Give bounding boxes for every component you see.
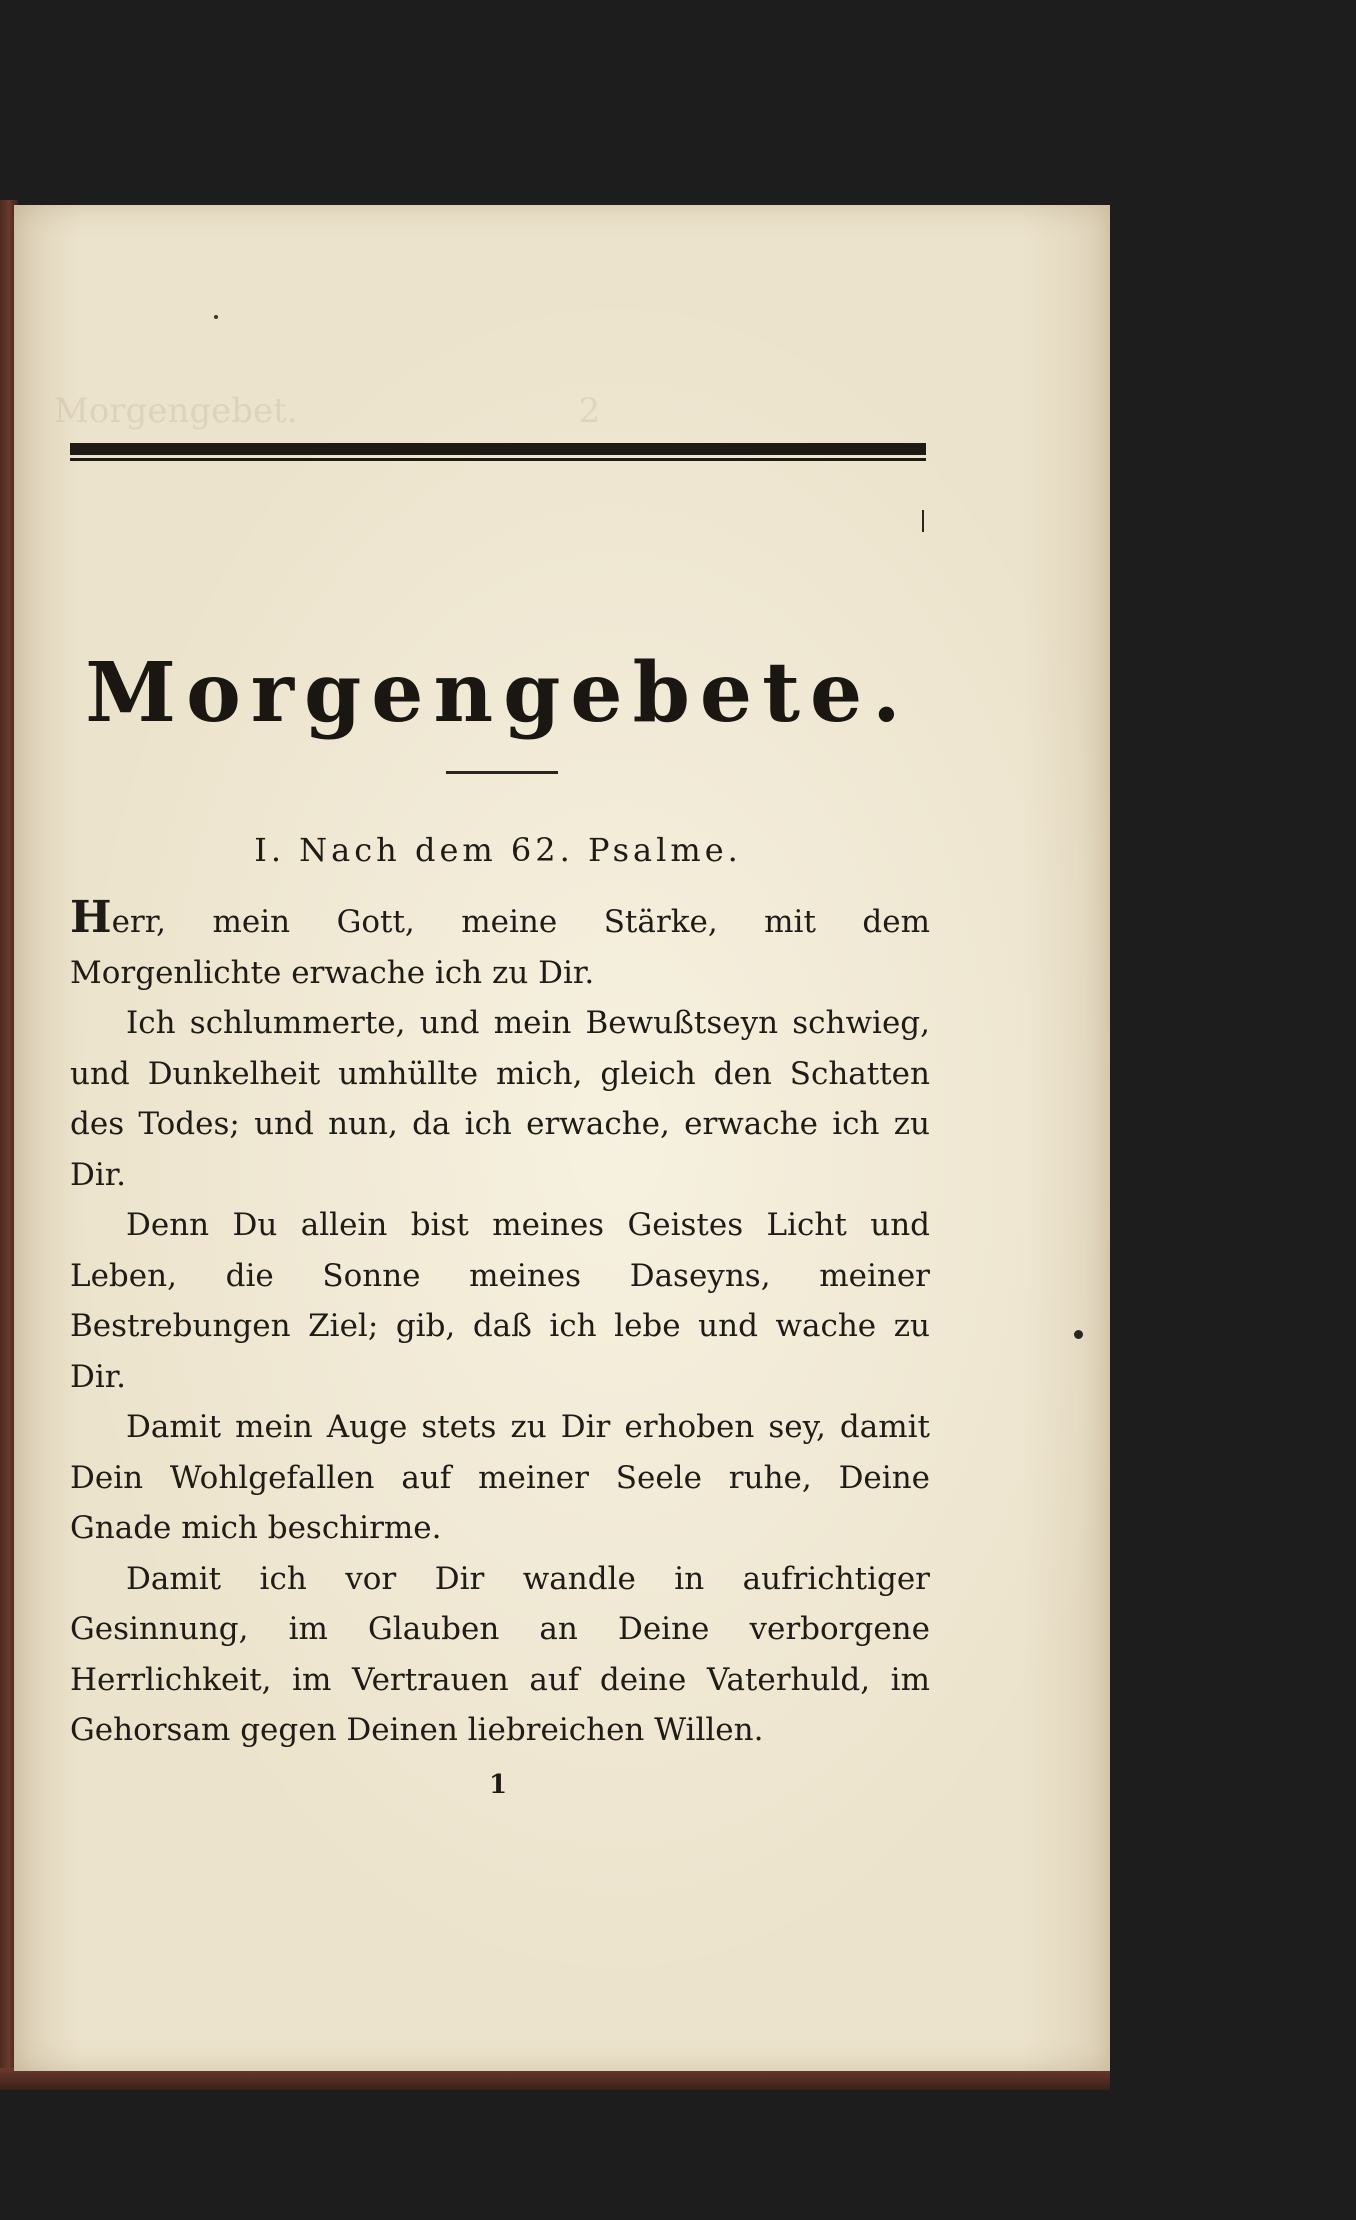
paragraph-1: [70, 892, 930, 998]
margin-tick: [922, 510, 924, 532]
paragraph-5: Damit ich vor Dir wandle in aufrichtiger Gesinnung, im Glauben an Deine verborgene Herrlichkeit, im Vertrauen auf deine Vaterhuld, im Gehorsam gegen Deinen liebreichen Willen.: [70, 1560, 930, 1748]
bleed-running-head: Morgengebet.: [54, 391, 298, 431]
page-number: 1: [488, 1770, 508, 1800]
speck-mark: [1074, 1330, 1083, 1339]
body-text: [70, 892, 930, 1756]
header-rule-thin: [70, 458, 926, 461]
paragraph-3: Denn Du allein bist meines Geistes Licht und Leben, die Sonne meines Daseyns, meiner Bestrebungen Ziel; gib, daß ich lebe und wache zu Dir.: [70, 1207, 930, 1395]
book-page: [14, 205, 1110, 2071]
paragraph-text: err, mein Gott, meine Stärke, mit dem Morgenlichte erwache ich zu Dir.: [70, 904, 930, 991]
bleed-page-number: 2: [578, 391, 601, 431]
speck-mark: [214, 315, 218, 319]
paragraph-2: Ich schlummerte, und mein Bewußtseyn schwieg, und Dunkelheit umhüllte mich, gleich den Schatten des Todes; und nun, da ich erwache, erwache ich zu Dir.: [70, 1005, 930, 1193]
paragraph-4: Damit mein Auge stets zu Dir erhoben sey, damit Dein Wohlgefallen auf meiner Seele ruhe, Deine Gnade mich beschirme.: [70, 1409, 930, 1546]
header-rule-thick: [70, 443, 926, 455]
section-heading: I. Nach dem 62. Psalme.: [254, 831, 742, 869]
title-divider: [446, 771, 558, 774]
book-bottom-edge: [0, 2068, 1110, 2090]
initial-letter: H: [70, 892, 112, 943]
page-title: Morgengebete.: [85, 645, 911, 741]
